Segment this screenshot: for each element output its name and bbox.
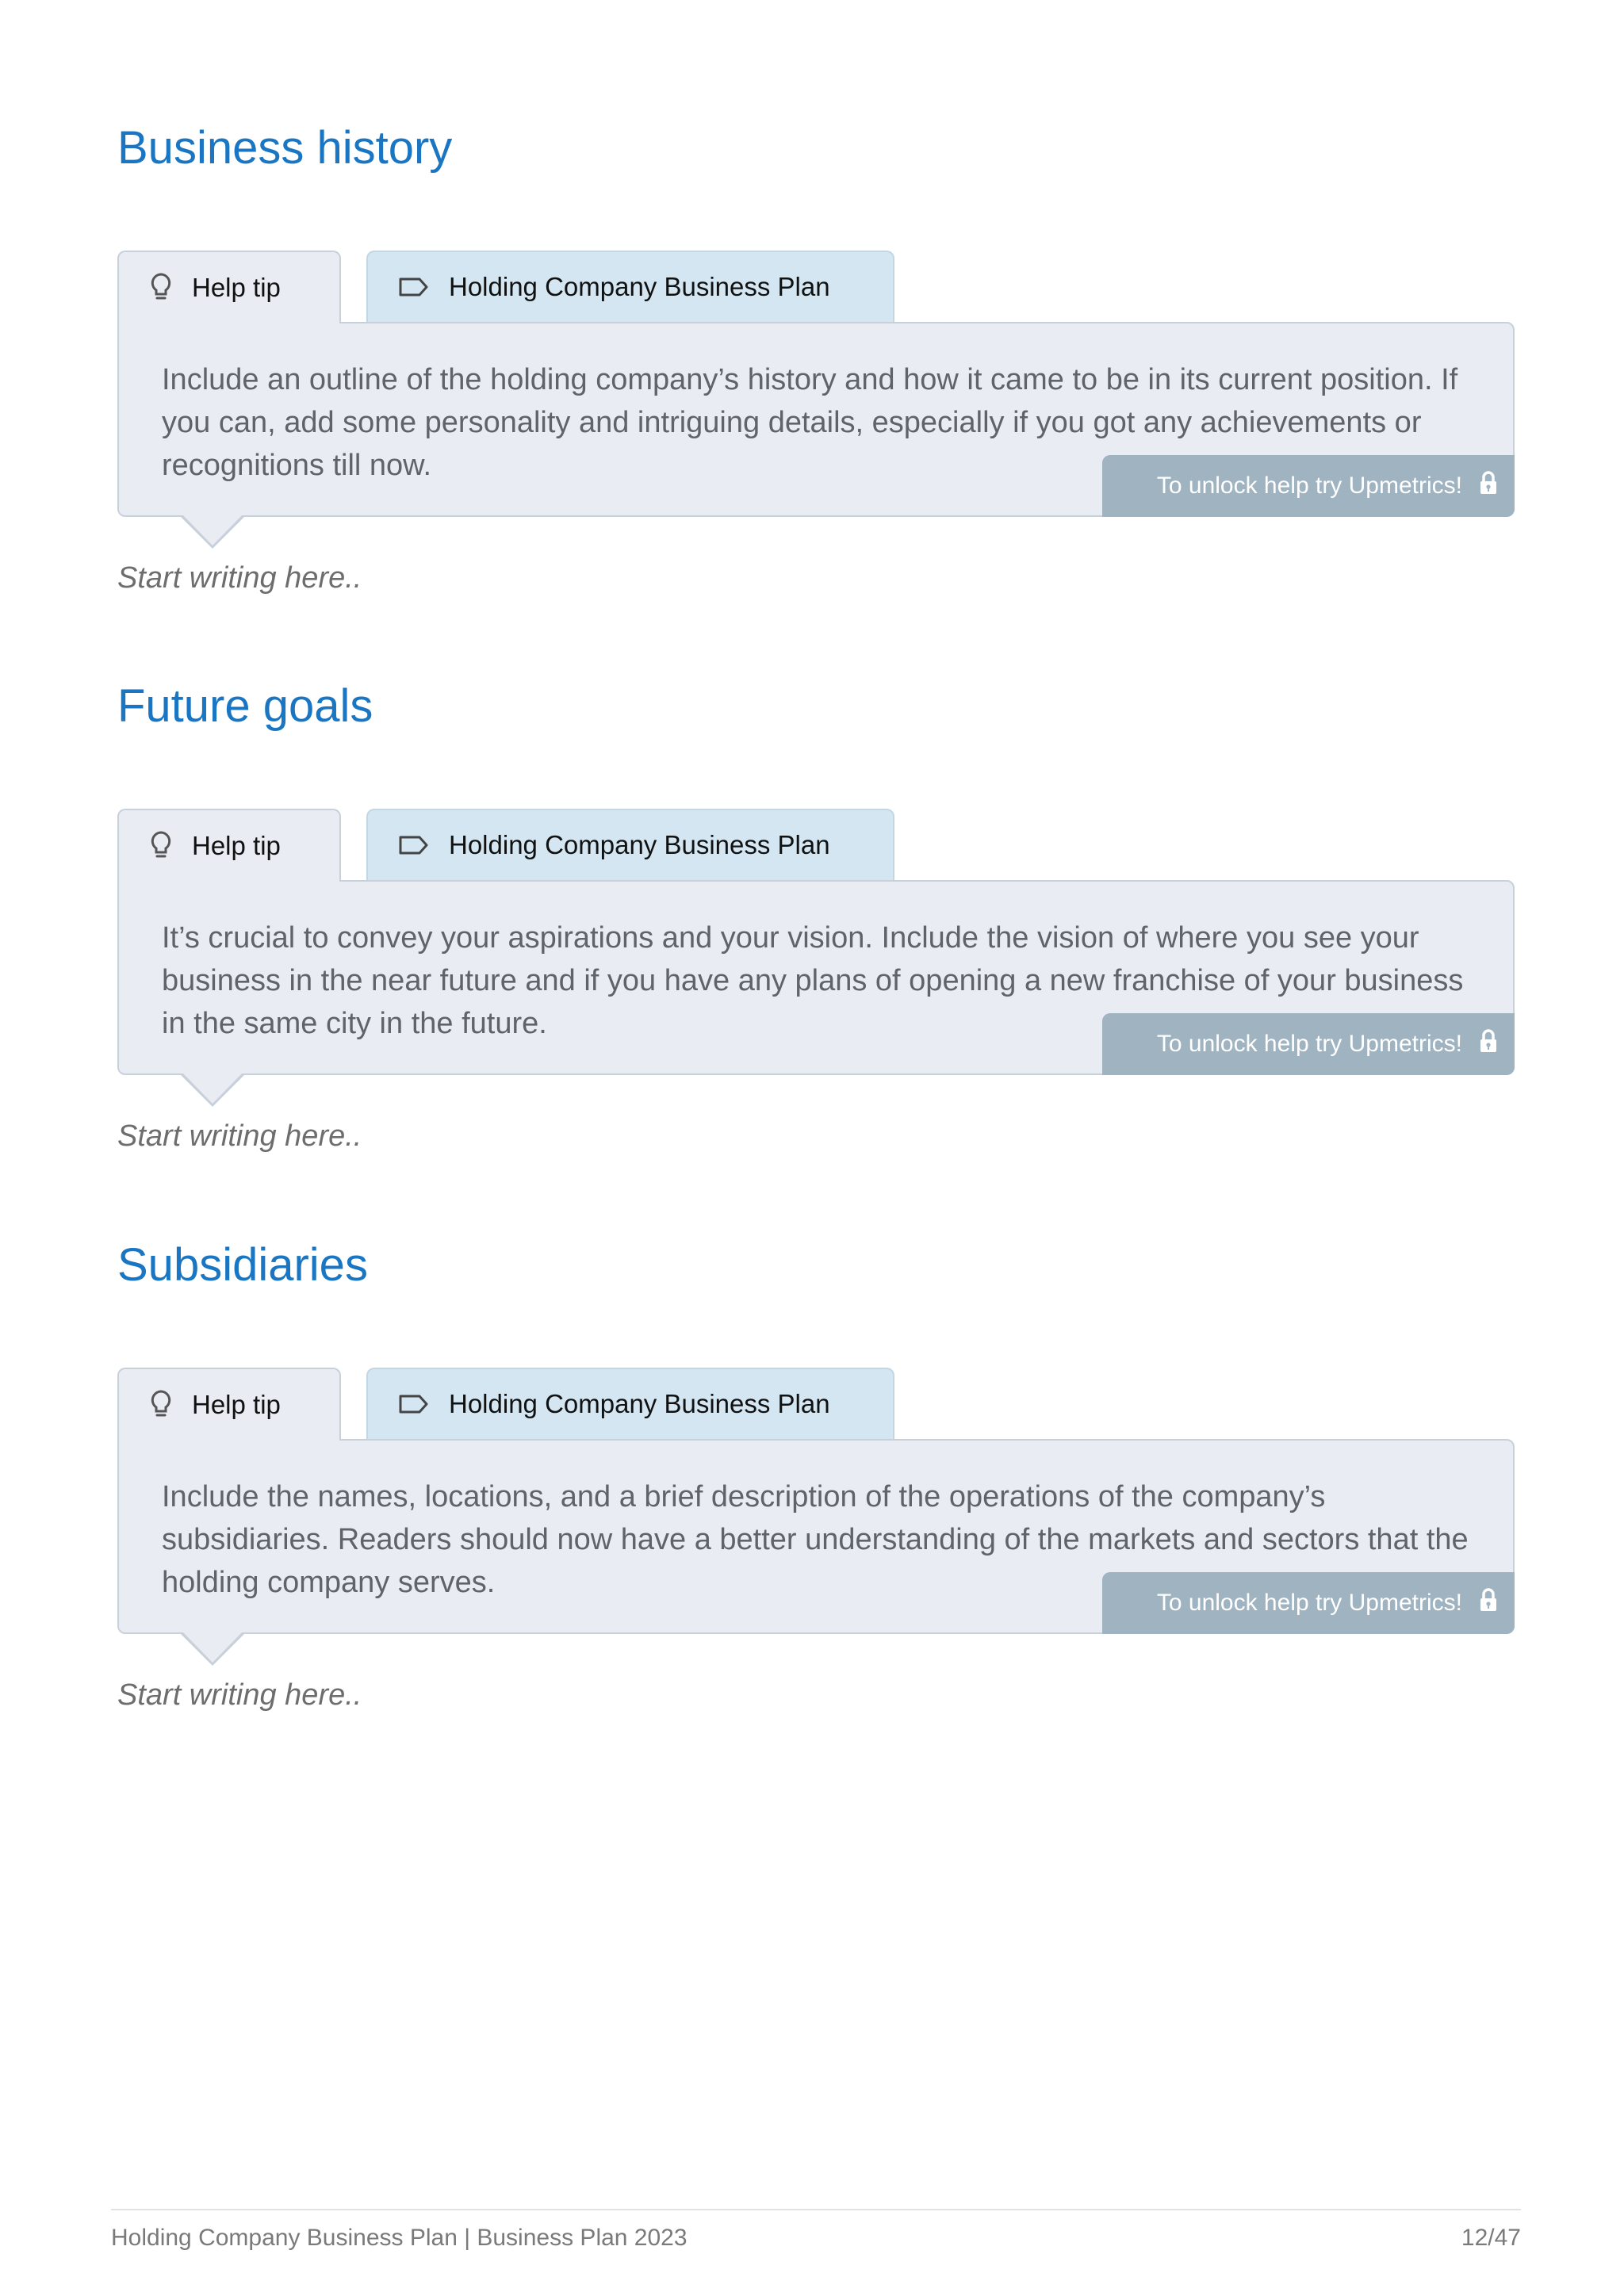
- help-tip-text: Include an outline of the holding company’s history and how it came to be in its current position. If you can, add some personality and intriguing details, especially if you got any achievements or recognitions till now.: [162, 363, 1458, 482]
- footer-divider: [111, 2209, 1521, 2210]
- unlock-help-button[interactable]: [1102, 1013, 1515, 1075]
- section-title: Business history: [117, 122, 453, 174]
- tag-icon: [398, 833, 430, 857]
- tag-icon: [398, 275, 430, 299]
- section-title: Future goals: [117, 680, 373, 732]
- help-tip-box: [117, 1439, 1515, 1634]
- page-number: 12/47: [1461, 2225, 1521, 2251]
- unlock-help-label: To unlock help try Upmetrics!: [1156, 1031, 1462, 1057]
- tab-help-tip-label: Help tip: [192, 831, 281, 860]
- unlock-help-button[interactable]: [1102, 1572, 1515, 1634]
- help-tip-box: [117, 322, 1515, 517]
- footer-document-title: Holding Company Business Plan | Business Plan 2023: [111, 2225, 688, 2251]
- section-title: Subsidiaries: [117, 1239, 368, 1291]
- tab-help-tip[interactable]: [117, 251, 341, 323]
- lightbulb-icon: [149, 830, 173, 862]
- tag-icon: [398, 1392, 430, 1416]
- tab-plan-name[interactable]: [366, 809, 894, 880]
- lightbulb-icon: [149, 1389, 173, 1421]
- help-tip-text: Include the names, locations, and a brief description of the operations of the company’s subsidiaries. Readers should now have a better understanding of the markets and sectors that the holding company serves.: [162, 1480, 1469, 1599]
- lock-icon: [1478, 1028, 1499, 1060]
- lock-icon: [1478, 1587, 1499, 1619]
- help-tip-box: [117, 880, 1515, 1075]
- start-writing-placeholder[interactable]: Start writing here..: [117, 1678, 362, 1712]
- tab-help-tip[interactable]: [117, 809, 341, 882]
- unlock-help-label: To unlock help try Upmetrics!: [1156, 1590, 1462, 1616]
- tab-help-tip-label: Help tip: [192, 1390, 281, 1419]
- tab-plan-name-label: Holding Company Business Plan: [449, 1389, 830, 1418]
- help-tip-text: It’s crucial to convey your aspirations and your vision. Include the vision of where you see your business in the near future and if you have any plans of opening a new franchise of your business in the same city in the future.: [162, 921, 1464, 1040]
- start-writing-placeholder[interactable]: Start writing here..: [117, 561, 362, 595]
- tab-plan-name[interactable]: [366, 1368, 894, 1439]
- lightbulb-icon: [149, 272, 173, 304]
- tip-pointer-fill: [182, 1631, 243, 1663]
- tab-plan-name-label: Holding Company Business Plan: [449, 830, 830, 859]
- unlock-help-label: To unlock help try Upmetrics!: [1156, 473, 1462, 499]
- lock-icon: [1478, 470, 1499, 502]
- tab-help-tip[interactable]: [117, 1368, 341, 1441]
- tab-help-tip-label: Help tip: [192, 273, 281, 302]
- unlock-help-button[interactable]: [1102, 455, 1515, 517]
- start-writing-placeholder[interactable]: Start writing here..: [117, 1119, 362, 1153]
- tab-plan-name[interactable]: [366, 251, 894, 322]
- tip-pointer-fill: [182, 514, 243, 545]
- tip-pointer-fill: [182, 1072, 243, 1104]
- tab-plan-name-label: Holding Company Business Plan: [449, 272, 830, 301]
